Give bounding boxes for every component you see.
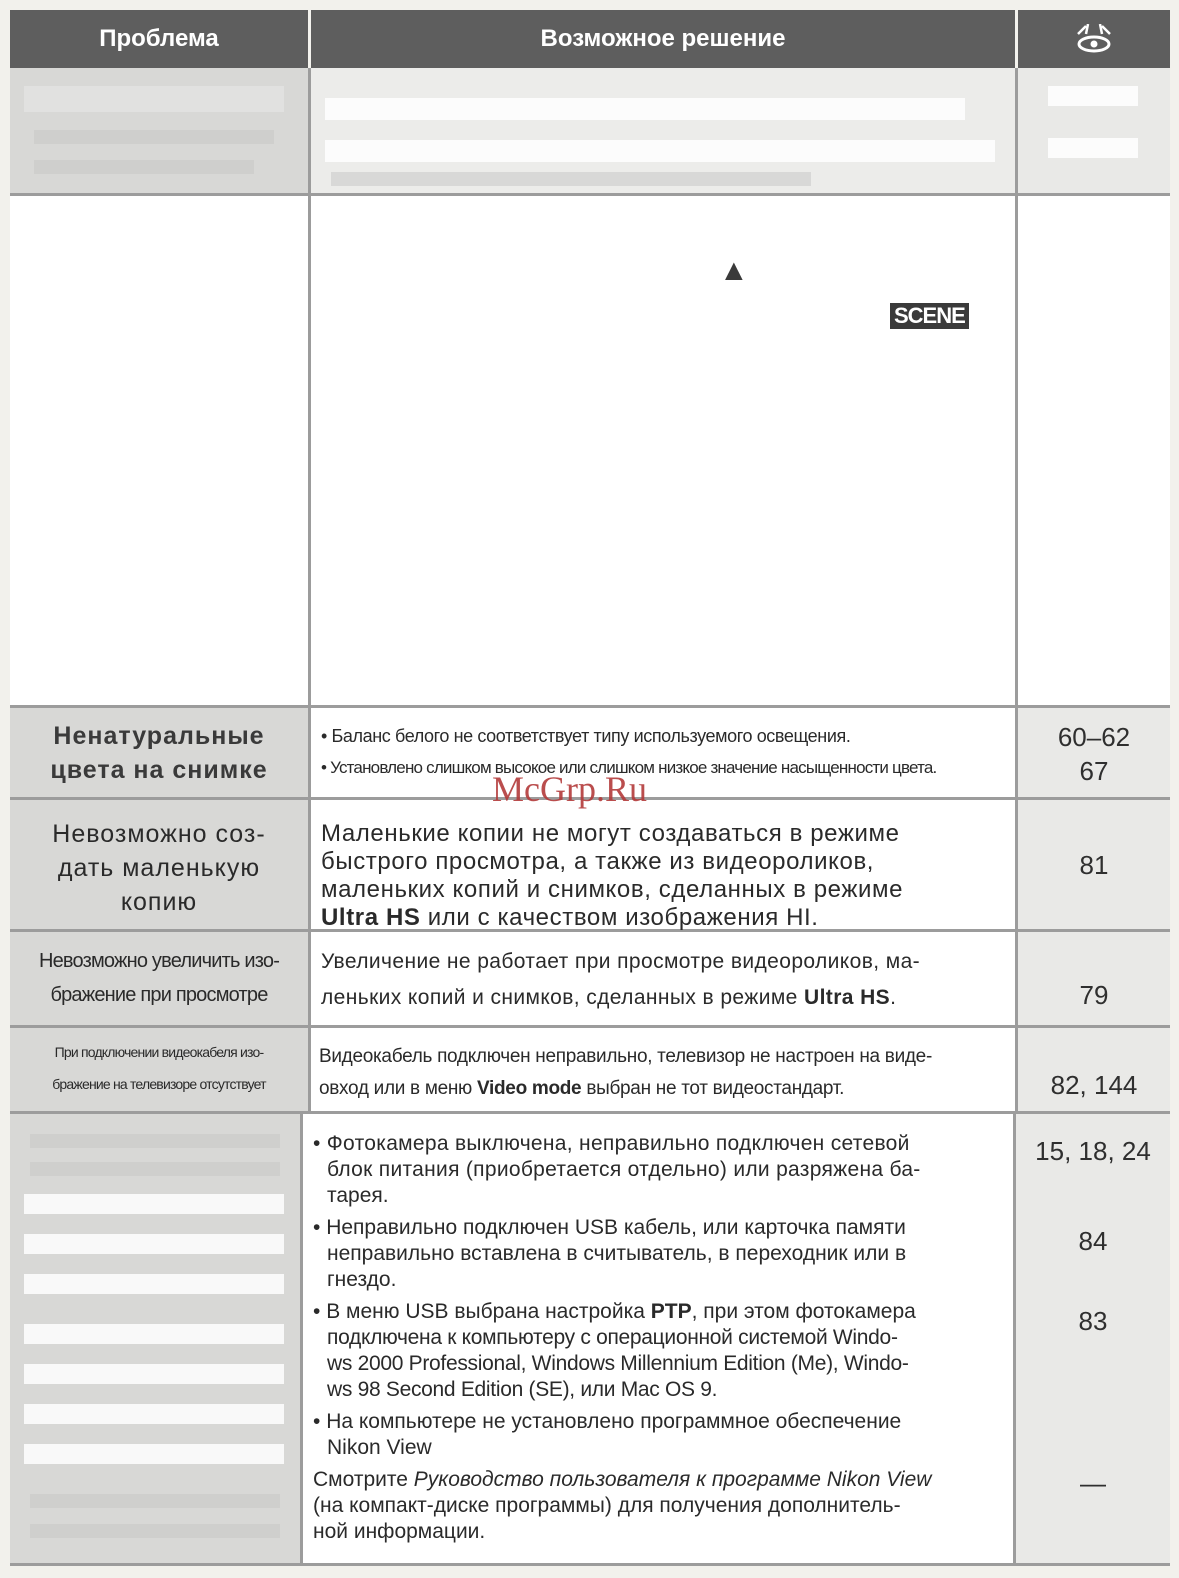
solution-text-part: леньких копий и снимков, сделанных в режиме xyxy=(321,986,798,1009)
faded-text-block xyxy=(34,160,254,174)
solution-text: На компьютере не установлено программное обеспечение xyxy=(326,1410,902,1433)
solution-bullet: • На компьютере не установлено программное обеспечение xyxy=(313,1410,902,1433)
solution-bullet: • В меню USB выбрана настройка PTP, при этом фотокамера xyxy=(313,1300,916,1323)
watermark: McGrp.Ru xyxy=(492,769,647,809)
faded-text-block xyxy=(24,1444,284,1464)
faded-text-block xyxy=(325,140,995,162)
faded-text-block xyxy=(30,1162,280,1176)
faded-text-block xyxy=(24,1364,284,1384)
faded-text-block xyxy=(24,1274,284,1294)
page-reference: 67 xyxy=(1079,756,1109,786)
solution-text: ws 2000 Professional, Windows Millennium Edition (Me), Windo- xyxy=(327,1352,909,1375)
problem-computer-faded xyxy=(10,1114,300,1566)
solution-text: Увеличение не работает при просмотре видеороликов, ма- xyxy=(321,950,921,973)
solution-text xyxy=(319,1078,844,1100)
faded-text-block xyxy=(34,130,274,144)
problem-text: копию xyxy=(120,888,198,916)
faded-text-block xyxy=(331,172,811,186)
solution-text: леньких копий и снимков, сделанных в режиме Ultra HS. xyxy=(321,986,897,1009)
faded-text-block xyxy=(30,1524,280,1538)
faded-text-block xyxy=(1048,138,1138,158)
problem-text: бражение на телевизоре отсутствует xyxy=(52,1076,266,1092)
solution-text-part: овход или в меню xyxy=(319,1078,472,1099)
faded-text-block xyxy=(1048,86,1138,106)
page-reference: 83 xyxy=(1078,1306,1108,1336)
problem-text: При подключении видеокабеля изо- xyxy=(54,1044,264,1060)
solution-text: неправильно вставлена в считыватель, в переходник или в xyxy=(327,1242,907,1265)
mode-name: Ultra HS xyxy=(321,904,421,931)
page-reference: 82, 144 xyxy=(1050,1070,1138,1100)
solution-video xyxy=(311,1028,1018,1114)
solution-text: Смотрите xyxy=(313,1468,408,1491)
solution-computer xyxy=(300,1114,1016,1566)
faded-text-block xyxy=(30,1494,280,1508)
problem-unnatural-colors xyxy=(10,708,311,800)
faded-text-block xyxy=(24,1324,284,1344)
problem-text: Ненатуральные цвета на снимке xyxy=(50,721,268,784)
solution-text: Установлено слишком высокое или слишком низкое значение насыщенности цвета. xyxy=(330,758,937,777)
eye-reference-icon xyxy=(1074,24,1114,54)
solution-text: , при этом фотокамера xyxy=(691,1300,916,1323)
problem-text: Невозможно соз- xyxy=(52,820,266,848)
mode-name: Ultra HS xyxy=(804,986,891,1009)
page-reference: 15, 18, 24 xyxy=(1035,1136,1151,1166)
faded-text-block xyxy=(30,1134,280,1148)
solution-text: подключена к компьютеру с операционной системой Windo- xyxy=(327,1326,898,1349)
faded-text-block xyxy=(24,86,284,112)
scene-mode-badge: SCENE xyxy=(890,303,969,329)
menu-name: Video mode xyxy=(476,1078,582,1099)
solution-text-part: выбран не тот видеостандарт. xyxy=(586,1078,845,1099)
header-solution xyxy=(311,10,1018,68)
problem-zoom xyxy=(10,932,311,1028)
header-problem xyxy=(10,10,311,68)
solution-text-part: или с качеством изображения HI. xyxy=(427,904,819,931)
page-unnatural-colors xyxy=(1018,708,1170,800)
setting-name: PTP xyxy=(650,1300,692,1323)
solution-bullet: • Фотокамера выключена, неправильно подключен сетевой xyxy=(313,1132,910,1155)
solution-zoom xyxy=(311,932,1018,1028)
solution-text xyxy=(321,904,819,932)
header-problem-label: Проблема xyxy=(99,25,219,52)
page-zoom xyxy=(1018,932,1170,1028)
problem-small-copy xyxy=(10,800,311,932)
faded-solution-cell xyxy=(311,68,1018,196)
solution-text: блок питания (приобретается отдельно) или разряжена ба- xyxy=(327,1158,921,1181)
problem-text: Невозможно увеличить изо- xyxy=(38,950,280,972)
page-computer xyxy=(1016,1114,1170,1566)
solution-text: маленьких копий и снимков, сделанных в режиме xyxy=(321,876,904,903)
solution-text: В меню USB выбрана настройка xyxy=(326,1300,645,1323)
faded-text-block xyxy=(24,1234,284,1254)
problem-text: дать маленькую xyxy=(57,854,261,882)
solution-bullet-1: • Баланс белого не соответствует типу используемого освещения. xyxy=(321,726,851,746)
header-page xyxy=(1018,10,1170,68)
blank-page-cell xyxy=(1018,196,1170,708)
problem-text: бражение при просмотре xyxy=(50,984,268,1006)
manual-title: Руководство пользователя к программе Nikon View xyxy=(413,1468,932,1491)
solution-text: ws 98 Second Edition (SE), или Mac OS 9. xyxy=(327,1378,718,1401)
faded-problem-cell xyxy=(10,68,311,196)
landscape-mode-icon: ▲ xyxy=(719,254,749,287)
blank-solution-cell xyxy=(311,196,1018,708)
faded-page-cell xyxy=(1018,68,1170,196)
page-reference: 81 xyxy=(1079,850,1109,880)
solution-text: (на компакт-диске программы) для получения дополнитель- xyxy=(313,1494,901,1517)
page-reference: 60–62 xyxy=(1057,722,1131,752)
solution-text: Маленькие копии не могут создаваться в режиме xyxy=(321,820,900,847)
page-small-copy xyxy=(1018,800,1170,932)
solution-text: ной информации. xyxy=(313,1520,486,1543)
solution-bullet-2: • Установлено слишком высокое или слишком низкое значение насыщенности цвета. xyxy=(321,758,937,777)
problem-video xyxy=(10,1028,311,1114)
solution-text: Фотокамера выключена, неправильно подключен сетевой xyxy=(326,1132,910,1155)
solution-text: Видеокабель подключен неправильно, телевизор не настроен на виде- xyxy=(319,1046,932,1067)
blank-problem-cell xyxy=(10,196,311,708)
page-reference: 84 xyxy=(1078,1226,1108,1256)
solution-text: тарея. xyxy=(327,1184,389,1207)
page-reference: — xyxy=(1080,1468,1106,1498)
page-video xyxy=(1018,1028,1170,1114)
header-solution-label: Возможное решение xyxy=(540,25,786,52)
solution-bullet: • Неправильно подключен USB кабель, или карточка памяти xyxy=(313,1216,906,1239)
solution-text: Неправильно подключен USB кабель, или карточка памяти xyxy=(326,1216,906,1239)
solution-small-copy xyxy=(311,800,1018,932)
solution-text: гнездо. xyxy=(327,1268,397,1291)
faded-text-block xyxy=(325,98,965,120)
solution-unnatural-colors xyxy=(311,708,1018,800)
faded-text-block xyxy=(24,1194,284,1214)
solution-text: Nikon View xyxy=(327,1436,432,1459)
solution-text: Баланс белого не соответствует типу используемого освещения. xyxy=(331,726,851,746)
faded-text-block xyxy=(24,1404,284,1424)
solution-text: быстрого просмотра, а также из видеороликов, xyxy=(321,848,875,875)
page-reference: 79 xyxy=(1079,980,1109,1010)
solution-note xyxy=(313,1468,931,1492)
